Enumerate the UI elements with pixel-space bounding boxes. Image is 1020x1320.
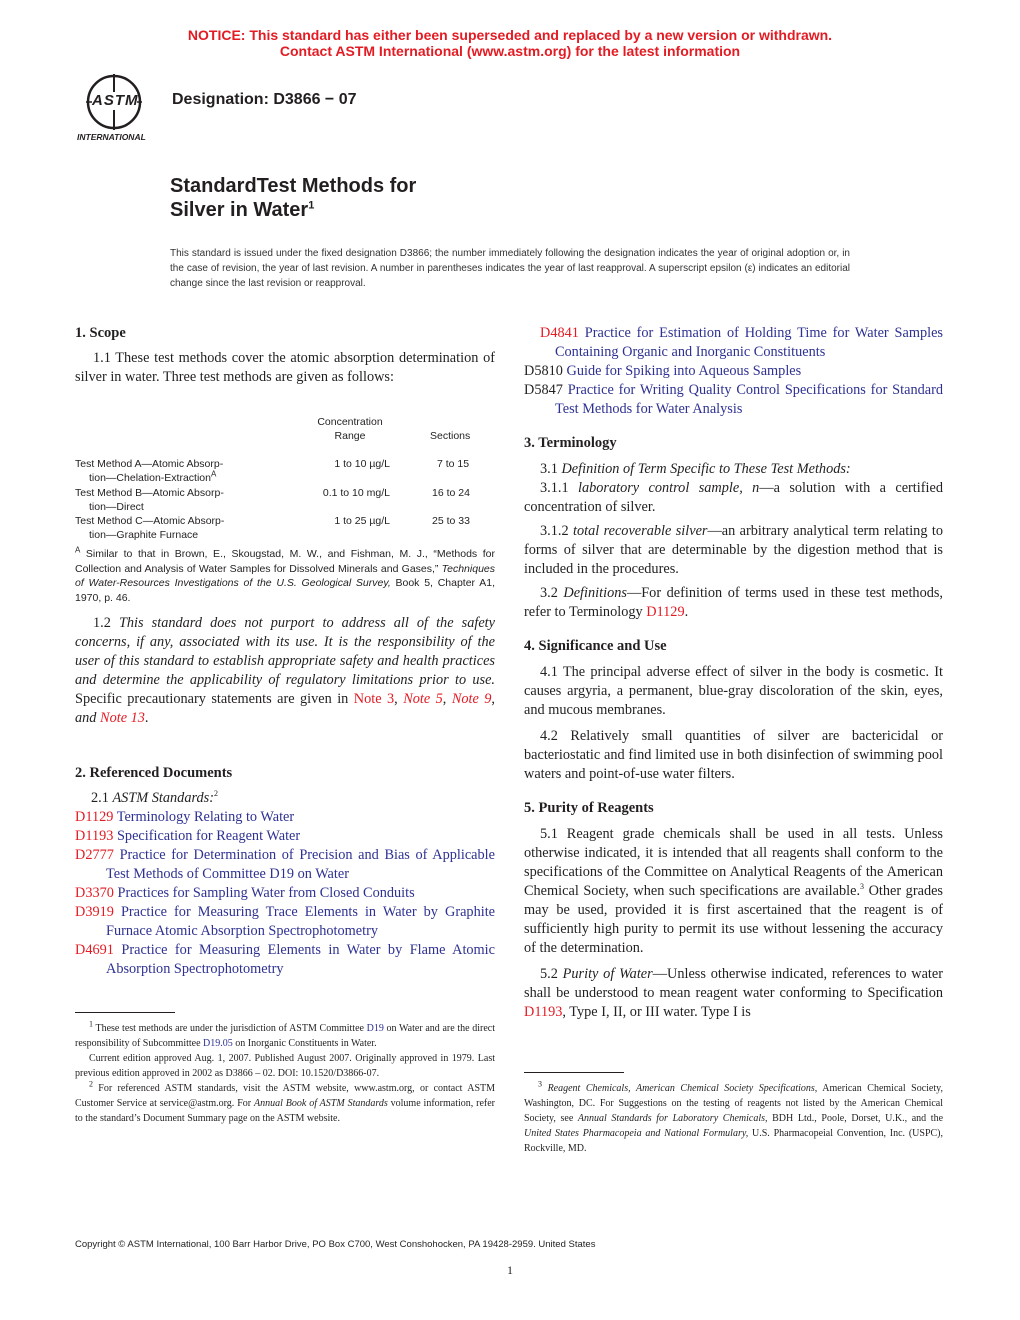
d1129-link[interactable]: D1129 — [646, 604, 685, 620]
table-row: Test Method C—Atomic Absorp- tion—Graphite Furnace — [75, 515, 225, 541]
reference-item[interactable]: D5847 Practice for Writing Quality Control Specifications for Standard Test Methods for Water Analysis — [524, 382, 944, 417]
footnote-1-edition: Current edition approved Aug. 1, 2007. Published August 2007. Originally approved in 1979. Last previous edition approved in 2002 as D3866 – 02. DOI: 10.1520/D3866-07. — [75, 1053, 495, 1079]
d1193-link[interactable]: D1193 — [524, 1004, 563, 1020]
designation: Designation: D3866 − 07 — [172, 91, 357, 108]
para-2-1: 2.1 ASTM Standards:$^2$ — [91, 789, 218, 806]
section-5-heading: 5. Purity of Reagents — [524, 800, 654, 816]
para-5-1: 5.1 Reagent grade chemicals shall be used in all tests. Unless otherwise indicated, it is intended that all reagents shall conform to the specifications of the Committee on Analytical Reagents of the American Chemical Society, when such specifications are available.$^3$ Other grades may be used, provided it is first ascertained that the reagent is of sufficiently high purity to permit its use without lessening the accuracy of the determination. — [524, 826, 943, 956]
table-cell-range: 0.1 to 10 mg/L — [322, 487, 390, 499]
table-cell-range: 1 to 25 µg/L — [334, 515, 390, 527]
note-5-link[interactable]: Note 5 — [403, 691, 443, 707]
para-5-2: 5.2 Purity of Water—Unless otherwise indicated, references to water shall be understood to mean reagent water conforming to Specification D1193, Type I, II, or III water. Type I is — [524, 966, 943, 1020]
footnotes-left — [75, 1021, 495, 1126]
para-4-2: 4.2 Relatively small quantities of silver are bactericidal or bacteriostatic and find limited use in both disinfection of swimming pool waters and point-of-use water filters. — [524, 728, 943, 782]
reference-item[interactable]: D3370 Practices for Sampling Water from Closed Conduits — [75, 885, 415, 901]
table-cell-sections: 7 to 15 — [437, 458, 470, 470]
footnote-1: $^1$ These test methods are under the jurisdiction of ASTM Committee D19 on Water and are the direct responsibility of Subcommittee D19.05 on Inorganic Constituents in Water. — [75, 1019, 495, 1049]
para-4-1: 4.1 The principal adverse effect of silver in the body is cosmetic. It causes argyria, a permanent, blue-gray discoloration of the skin, eyes, and mucous membranes. — [524, 664, 943, 718]
section-1-heading: 1. Scope — [75, 325, 126, 341]
table-row: Test Method B—Atomic Absorp- tion—Direct — [75, 487, 224, 513]
section-2-heading: 2. Referenced Documents — [75, 765, 233, 781]
footnote-divider — [75, 1012, 175, 1013]
note-13-link[interactable]: Note 13 — [100, 710, 145, 726]
para-1-1: 1.1 These test methods cover the atomic absorption determination of silver in water. Three test methods are given as follows: — [75, 350, 495, 385]
note-9-link[interactable]: Note 9 — [451, 691, 492, 707]
reference-item[interactable]: D3919 Practice for Measuring Trace Elements in Water by Graphite Furnace Atomic Absorption Spectrophotometry — [75, 904, 496, 939]
para-1-2: 1.2 This standard does not purport to address all of the safety concerns, if any, associated with its use. It is the responsibility of the user of this standard to establish appropriate safety and health practices and determine the applicability of regulatory limitations prior to use. Specific precautionary statements are given in Note 3, Note 5, Note 9, and Note 13. — [75, 615, 495, 726]
issuance-statement: This standard is issued under the fixed designation D3866; the number immediately following the designation indicates the year of original adoption or, in the case of revision, the year of last revision. A number in parentheses indicates the year of last reapproval. A superscript epsilon (ε) indicates an editorial change since the last revision or reapproval. — [170, 248, 850, 289]
logo-subtext: INTERNATIONAL — [77, 132, 146, 142]
table-cell-sections: 25 to 33 — [432, 515, 470, 527]
section-4-heading: 4. Significance and Use — [524, 638, 667, 654]
notice-line-1: NOTICE: This standard has either been superseded and replaced by a new version or withdrawn. — [187, 27, 833, 43]
table-cell-sections: 16 to 24 — [432, 487, 470, 499]
table-header-concentration: Concentration Range — [317, 416, 383, 442]
title-line-2: Silver in Water$^1$ — [170, 199, 315, 221]
right-column — [524, 324, 943, 1022]
note-3-link[interactable]: Note 3 — [353, 691, 395, 707]
notice-line-2: Contact ASTM International (www.astm.org) for the latest information — [279, 43, 741, 59]
d19-05-link[interactable]: D19.05 — [203, 1038, 233, 1049]
astm-logo — [72, 72, 162, 144]
page-number: 1 — [507, 1263, 513, 1277]
left-column — [75, 324, 495, 387]
table-row: Test Method A—Atomic Absorp- tion—Chelation-Extraction$^A$ — [75, 458, 224, 484]
para-3-1-2: 3.1.2 total recoverable silver—an arbitrary analytical term relating to forms of silver that are determinable by the digestion method that is included in the procedures. — [524, 523, 943, 577]
reference-item[interactable]: D1193 Specification for Reagent Water — [75, 828, 301, 844]
table-cell-range: 1 to 10 µg/L — [334, 458, 390, 470]
table-header-sections: Sections — [430, 430, 471, 442]
copyright: Copyright © ASTM International, 100 Barr Harbor Drive, PO Box C700, West Conshohocken, PA 19428-2959. United States — [75, 1239, 596, 1250]
para-3-2: 3.2 Definitions—For definition of terms used in these test methods, refer to Terminology D1129. — [524, 585, 944, 620]
table-footnote: $^A$ Similar to that in Brown, E., Skougstad, M. W., and Fishman, M. J., “Methods for Collection and Analysis of Water Samples for Dissolved Minerals and Gases,” Techniques of Water-Resources Investigations of the U.S. Geological Survey, Book 5, Chapter A1, 1970, p. 46. — [75, 545, 495, 604]
footnote-2: $^2$ For referenced ASTM standards, visit the ASTM website, www.astm.org, or contact ASTM Customer Service at service@astm.org. For Annual Book of ASTM Standards volume information, refer to the standard’s Document Summary page on the ASTM website. — [75, 1079, 495, 1124]
section-3-heading: 3. Terminology — [524, 435, 617, 451]
reference-item[interactable]: D4691 Practice for Measuring Elements in Water by Flame Atomic Absorption Spectrophotometry — [75, 942, 495, 977]
footnote-divider-right — [524, 1072, 624, 1073]
para-3-1-1: 3.1.1 laboratory control sample, n—a solution with a certified concentration of silver. — [524, 480, 943, 515]
title-line-1: StandardTest Methods for — [170, 175, 417, 197]
footnote-3: $^3$ Reagent Chemicals, American Chemical Society Specifications, American Chemical Society, Washington, DC. For Suggestions on the testing of reagents not listed by the American Chemical Society, see Annual Standards for Laboratory Chemicals, BDH Ltd., Poole, Dorset, U.K., and the United States Pharmacopeia and National Formulary, U.S. Pharmacopeial Convention, Inc. (USPC), Rockville, MD. — [524, 1079, 944, 1154]
reference-item[interactable]: D1129 Terminology Relating to Water — [75, 809, 295, 825]
logo-text: ASTM — [92, 92, 139, 109]
para-3-1: 3.1 Definition of Term Specific to These Test Methods: — [540, 461, 851, 477]
d19-link[interactable]: D19 — [366, 1023, 384, 1034]
reference-item[interactable]: D4841 Practice for Estimation of Holding Time for Water Samples Containing Organic and Inorganic Constituents — [540, 325, 943, 360]
reference-item[interactable]: D2777 Practice for Determination of Precision and Bias of Applicable Test Methods of Committee D19 on Water — [75, 847, 495, 882]
reference-item[interactable]: D5810 Guide for Spiking into Aqueous Samples — [524, 363, 802, 379]
section-2 — [75, 764, 495, 979]
